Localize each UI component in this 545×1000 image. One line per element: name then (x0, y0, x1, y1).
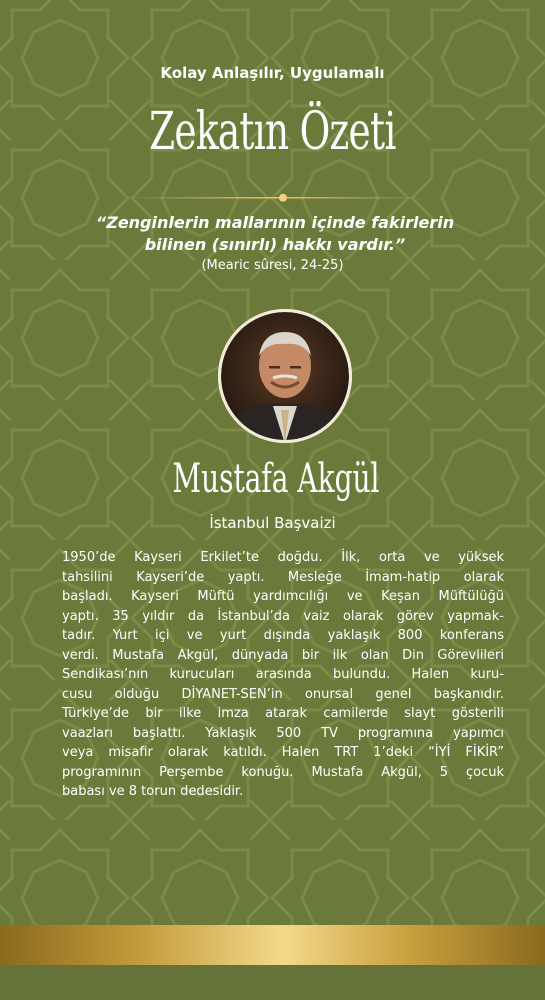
bio-line: cusu olduğu DİYANET-SEN’in onursal genel başkanıdır. (62, 686, 504, 702)
bio-line: tahsilini Kayseri’de yaptı. Mesleğe İmam-hatip olarak (62, 569, 504, 585)
bio-line: Sendikası’nın kurucuları arasında bulundu. Halen kuru- (62, 667, 504, 682)
author-portrait (217, 308, 353, 444)
book-title: Zekatın Özeti (149, 102, 396, 162)
quote-source: (Mearic sûresi, 24-25) (201, 258, 344, 273)
bio-line: 1950’de Kayseri Erkilet’te doğdu. İlk, orta ve yüksek (62, 550, 504, 565)
author-role: İstanbul Başvaizi (209, 514, 336, 532)
book-subtitle: Kolay Anlaşılır, Uygulamalı (160, 64, 385, 82)
bio-line: veya misafir olarak katıldı. Halen TRT 1’deki “İYİ FİKİR” (62, 745, 504, 760)
bio-line: verdi. Mustafa Akgül, dünyada bir ilk olan Din Görevlileri (62, 647, 504, 663)
bio-line: başladı. Kayseri Müftü yardımcılığı ve Keşan Müftülüğü (62, 589, 504, 604)
hadith-quote: “Zenginlerin mallarının içinde fakirlerin bilinen (sınırlı) hakkı vardır.” (95, 213, 455, 254)
author-name: Mustafa Akgül (172, 456, 380, 502)
bio-line: babası ve 8 torun dedesidir. (62, 784, 244, 799)
bio-line: programının Perşembe konuğu. Mustafa Akgül, 5 çocuk (62, 764, 504, 780)
author-biography (62, 548, 504, 802)
bio-line: vaazları başlattı. Yaklaşık 500 TV programına yapımcı (62, 725, 504, 741)
gold-footer-band (0, 925, 545, 965)
bio-line: yaptı. 35 yıldır da İstanbul’da vaiz olarak görev yapmak- (62, 608, 504, 624)
footer-edge (0, 965, 545, 1000)
bio-line: Türkiye’de bir ilke imza atarak camilerde slayt gösterili (62, 706, 504, 721)
bio-line: tadır. Yurt içi ve yurt dışında yaklaşık 800 konferans (62, 628, 504, 643)
gold-divider (125, 192, 425, 204)
